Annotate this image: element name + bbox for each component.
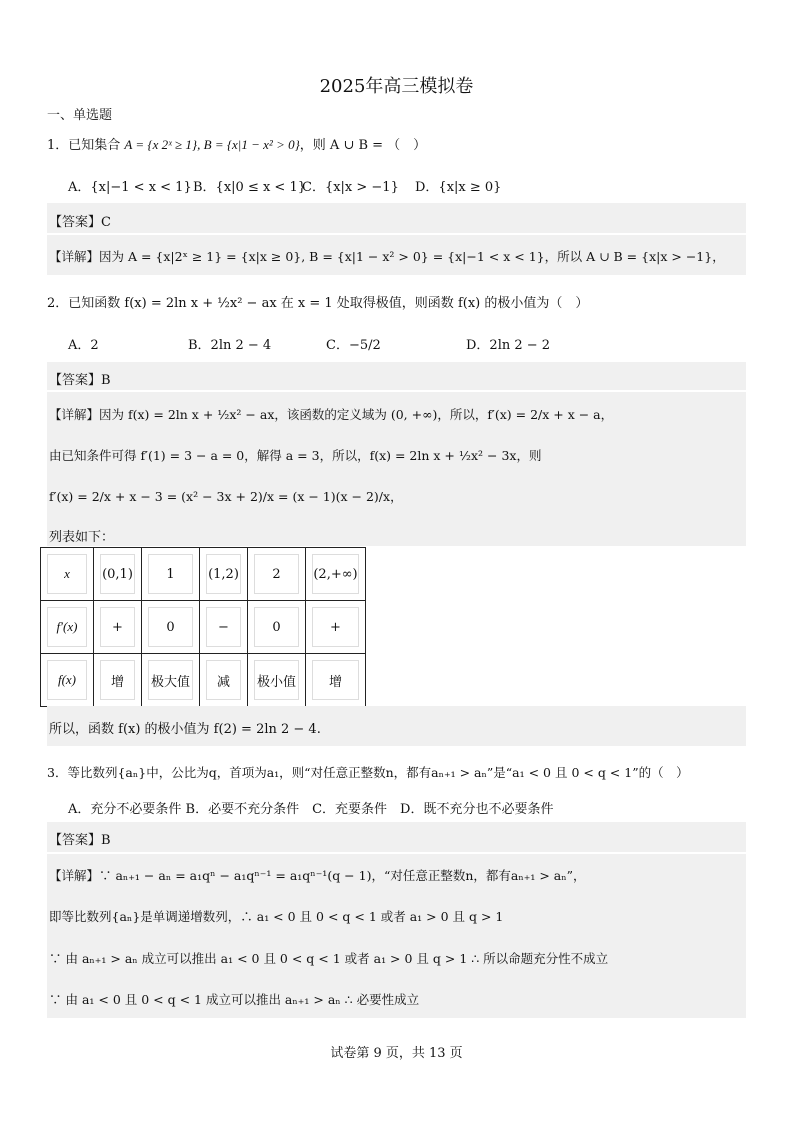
table-row [41,548,366,601]
page-title: 2025年高三模拟卷 [319,76,474,97]
sign-table [40,547,366,707]
table-cell: + [100,607,135,647]
table-cell: 极小值 [254,660,299,700]
q3-stem: 3．等比数列{aₙ}中，公比为q，首项为a₁，则“对任意正整数n，都有aₙ₊₁ > aₙ”是“a₁ < 0 且 0 < q < 1”的（ ） [47,765,689,780]
table-cell: f′(x) [47,607,87,647]
q2-detail-line3: f′(x) = 2/x + x − 3 = (x² − 3x + 2)/x = (x − 1)(x − 2)/x， [49,489,403,504]
q1-stem [47,134,426,153]
q3-answer: 【答案】B [49,833,111,848]
table-cell: (2,+∞) [312,554,359,594]
table-cell: 0 [254,607,299,647]
table-cell: + [312,607,359,647]
q2-option-a: A．2 [68,338,99,353]
q2-option-b: B．2ln 2 − 4 [188,338,272,353]
q1-set-b: , B = {x|1 − x² > 0} [197,137,300,152]
q3-options: A．充分不必要条件 B．必要不充分条件 C．充要条件 D．既不充分也不必要条件 [68,802,554,817]
page-footer: 试卷第 9 页，共 13 页 [330,1046,463,1061]
q3-detail-line3: ∵ 由 aₙ₊₁ > aₙ 成立可以推出 a₁ < 0 且 0 < q < 1 或者 a₁ > 0 且 q > 1 ∴ 所以命题充分性不成立 [49,951,609,966]
q2-detail-line2: 由已知条件可得 f′(1) = 3 − a = 0，解得 a = 3，所以，f(x) = 2ln x + ½x² − 3x，则 [49,448,542,463]
table-cell: 2 [254,554,299,594]
q1-ask: ，则 A ∪ B = （ ） [299,138,427,153]
q1-option-c: C．{x|x > −1} [302,180,399,195]
q3-detail-line2: 即等比数列{aₙ}是单调递增数列，∴ a₁ < 0 且 0 < q < 1 或者 a₁ > 0 且 q > 1 [49,909,504,924]
table-cell: 0 [148,607,193,647]
table-cell: 增 [312,660,359,700]
table-cell: 减 [206,660,241,700]
q3-detail-line1: 【详解】∵ aₙ₊₁ − aₙ = a₁qⁿ − a₁qⁿ⁻¹ = a₁qⁿ⁻¹(q − 1)，“对任意正整数n，都有aₙ₊₁ > aₙ”， [49,868,586,883]
q1-set-a: A = {x 2ˣ ≥ 1} [124,137,198,152]
table-cell: 1 [148,554,193,594]
table-cell: 极大值 [148,660,193,700]
q1-answer: 【答案】C [49,215,111,230]
q2-stem: 2．已知函数 f(x) = 2ln x + ½x² − ax 在 x = 1 处取得极值，则函数 f(x) 的极小值为（ ） [47,296,589,311]
q3-answer-band [47,822,746,852]
q1-answer-band [47,203,746,233]
section-heading: 一、单选题 [47,108,113,123]
table-cell: f(x) [47,660,87,700]
q2-option-c: C．−5/2 [326,338,381,353]
table-row [41,654,366,707]
q2-option-d: D．2ln 2 − 2 [466,338,551,353]
table-cell: x [47,554,87,594]
table-cell: (0,1) [100,554,135,594]
q1-option-b: B．{x|0 ≤ x < 1} [193,180,306,195]
table-cell: 增 [100,660,135,700]
q1-option-d: D．{x|x ≥ 0} [415,180,502,195]
q3-detail-line4: ∵ 由 a₁ < 0 且 0 < q < 1 成立可以推出 aₙ₊₁ > aₙ ∴ 必要性成立 [49,992,420,1007]
q1-option-a: A．{x|−1 < x < 1} [68,180,192,195]
table-cell: (1,2) [206,554,241,594]
q2-table-intro: 列表如下： [49,530,115,545]
q2-detail-line1: 【详解】因为 f(x) = 2ln x + ½x² − ax，该函数的定义域为 (0, +∞)，所以，f′(x) = 2/x + x − a， [49,407,614,422]
q1-detail: 【详解】因为 A = {x|2ˣ ≥ 1} = {x|x ≥ 0}, B = {x|1 − x² > 0} = {x|−1 < x < 1}，所以 A ∪ B = {x|x > −1}， [49,249,725,264]
q2-conclusion: 所以，函数 f(x) 的极小值为 f(2) = 2ln 2 − 4. [49,722,321,737]
table-row [41,601,366,654]
q2-answer: 【答案】B [49,373,111,388]
q2-answer-band [47,362,746,390]
table-cell: − [206,607,241,647]
q1-stem-text: 1．已知集合 [47,138,121,153]
